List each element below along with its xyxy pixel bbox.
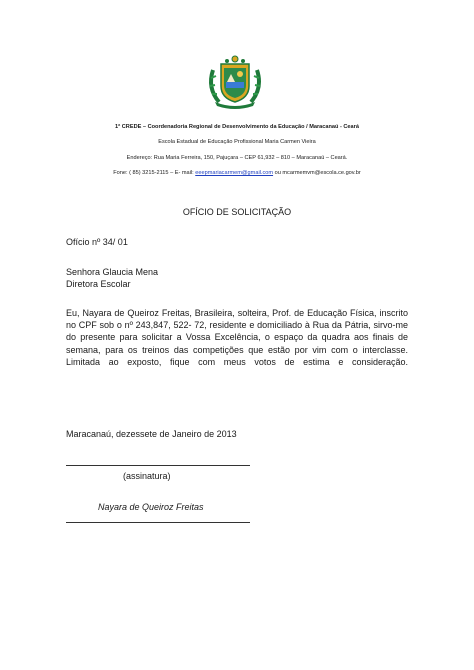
header-line-address: Endereço: Rua Maria Ferreira, 150, Pajuçara – CEP 61,932 – 810 – Maracanaú – Ceará. [126,155,348,161]
signer-underline [66,522,250,523]
contact-phone-text: Fone: ( 85) 3215-2115 – E- mail: [113,170,196,176]
ceara-coat-of-arms-icon [203,52,267,110]
document-reference: Ofício nº 34/ 01 [66,237,128,247]
signer-name: Nayara de Queiroz Freitas [98,502,204,512]
header-line-contact [0,170,474,177]
recipient-name: Senhora Glaucia Mena [66,267,159,277]
signature-label: (assinatura) [123,471,171,481]
header-line-school: Escola Estadual de Educação Profissional Maria Carmen Vieira [158,139,316,145]
recipient-role: Diretora Escolar [66,279,131,289]
contact-alt-email: ou mcarmemvm@escola.ce.gov.br [273,170,361,176]
signature-line [66,465,250,466]
email-link[interactable]: eeepmariacarmem@gmail.com [195,170,274,176]
document-title: OFÍCIO DE SOLICITAÇÃO [182,207,292,217]
body-paragraph: Eu, Nayara de Queiroz Freitas, Brasileira, solteira, Prof. de Educação Física, inscrito no CPF sob o nº 243,847, 522- 72, residente e domiciliado à Rua da Pátria, sirvo-me do presente para solicitar a Vossa Excelência, o espaço da quadra aos finais de semana, para os treinos das competições que estão por vim com o interclasse. Limitada ao exposto, fique com meus votos de estima e consideração. [66,308,408,367]
place-date: Maracanaú, dezessete de Janeiro de 2013 [66,429,237,439]
header-line-crede: 1ª CREDE – Coordenadoria Regional de Desenvolvimento da Educação / Maracanaú - Ceará [115,124,359,130]
